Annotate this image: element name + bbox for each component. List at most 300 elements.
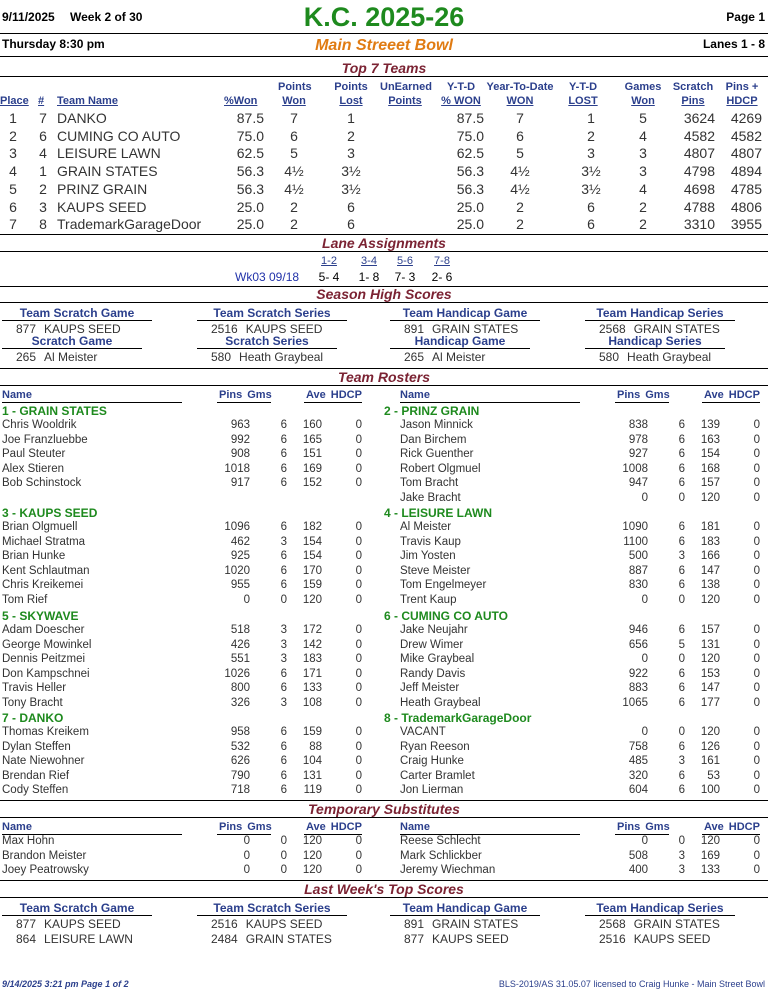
player-games: 6 [678,624,685,636]
player-average: 120 [700,835,720,847]
season-high-block [390,334,530,364]
last-week-block [585,901,735,946]
player-handicap: 0 [355,579,362,592]
player-name: Brian Hunke [2,550,66,563]
player-name: Paul Steuter [2,448,66,461]
col-scratch-1: Scratch [672,81,714,93]
player-name: Michael Stratma [2,535,86,548]
standing-ytdpct: 56.3 [456,180,484,197]
standing-ytdlost: 1 [587,110,595,126]
player-games: 6 [678,784,685,797]
player-pins: 978 [628,433,648,446]
player-games: 3 [280,697,287,709]
player-name: Brandon Meister [2,849,87,862]
player-average: 166 [700,550,720,563]
last-week-block [390,901,540,946]
season-high-name: GRAIN STATES [633,322,720,336]
player-games: 6 [678,682,685,695]
season-high-name: Al Meister [432,350,486,364]
player-pins: 551 [230,653,250,666]
player-games: 6 [678,667,685,680]
col-games-2: Won [631,95,655,107]
standing-team: GRAIN STATES [57,163,158,180]
team-roster-title: 5 - SKYWAVE [2,609,79,623]
player-games: 5 [678,638,685,651]
standing-num: 7 [39,110,47,126]
roster-col-hdcp-label: HDCP [728,389,760,401]
player-games: 6 [280,564,287,577]
player-pins: 1090 [622,521,648,533]
season-high-label: Handicap Series [585,334,725,349]
roster-col-pins-label: Pins [617,389,641,401]
player-average: 154 [302,550,322,563]
standing-games: 2 [639,216,647,233]
last-week-name: GRAIN STATES [245,932,332,946]
player-games: 3 [678,550,685,563]
standing-ytdlost: 6 [587,198,595,215]
player-handicap: 0 [355,638,362,651]
player-average: 120 [700,726,720,738]
player-games: 6 [678,535,685,548]
last-week-score: 891 [404,917,425,931]
player-handicap: 0 [753,521,760,533]
player-name: Mark Schlickber [400,849,482,862]
col-unearned-2: Points [388,95,422,107]
standing-place: 1 [9,110,17,126]
player-average: 183 [700,535,720,548]
player-pins: 604 [628,784,648,797]
footer-license: BLS-2019/AS 31.05.07 licensed to Craig Hunke - Main Street Bowl [498,979,765,989]
standing-place: 4 [9,163,17,180]
standing-pct: 56.3 [236,180,264,197]
player-games: 6 [280,477,287,490]
player-handicap: 0 [355,740,362,753]
standing-lost: 3½ [341,180,361,197]
player-games: 6 [280,550,287,563]
standing-lost: 2 [347,127,355,144]
player-pins: 0 [641,653,648,666]
player-average: 157 [700,477,720,490]
player-average: 138 [700,579,720,592]
player-pins: 518 [230,624,250,636]
season-high-name: KAUPS SEED [245,322,323,336]
season-high-score: 265 [16,350,37,364]
player-games: 6 [280,419,287,431]
standing-scratch: 4788 [683,198,715,215]
player-games: 6 [678,740,685,753]
player-name: Jake Neujahr [400,624,468,636]
col-ytdwon-2: WON [506,95,534,107]
player-average: 169 [302,462,322,475]
player-average: 142 [302,638,322,651]
standing-games: 4 [639,180,647,197]
standing-ytdpct: 75.0 [456,127,484,144]
player-games: 6 [280,755,287,768]
lane-matchup: 7- 3 [394,270,416,284]
player-pins: 992 [230,433,250,446]
player-name: Ryan Reeson [400,740,470,753]
last-week-label: Team Handicap Game [390,901,540,916]
player-handicap: 0 [355,835,362,847]
last-week-row [390,917,540,931]
player-average: 168 [700,462,720,475]
player-games: 6 [280,740,287,753]
player-pins: 1020 [224,564,250,577]
player-handicap: 0 [753,638,760,651]
player-average: 159 [302,579,322,592]
player-name: Adam Doescher [2,624,85,636]
season-high-value-row [197,350,337,364]
standing-ytdlost: 3 [587,145,595,162]
standing-hdcp: 4806 [730,198,762,215]
player-average: 154 [302,535,322,548]
player-pins: 927 [628,448,648,461]
player-pins: 508 [628,849,648,862]
team-roster-title: 1 - GRAIN STATES [2,404,107,418]
report-date: 9/11/2025 [2,10,55,24]
player-pins: 1096 [224,521,250,533]
standing-num: 1 [39,163,47,180]
player-pins: 462 [230,535,250,548]
player-handicap: 0 [355,564,362,577]
player-games: 6 [678,477,685,490]
player-name: Chris Kreikemei [2,579,84,592]
player-average: 160 [302,419,322,431]
standing-hdcp: 4785 [730,180,762,197]
last-week-name: KAUPS SEED [432,932,509,946]
standing-pct: 87.5 [236,110,264,126]
player-average: 154 [700,448,720,461]
last-week-name: GRAIN STATES [633,917,720,931]
player-average: 181 [700,521,720,533]
standing-ytdpct: 56.3 [456,163,484,180]
season-high-block [2,334,142,364]
roster-col-pins-label: Pins [617,821,641,833]
player-games: 0 [280,849,287,862]
standing-place: 7 [9,216,17,233]
standing-ytdpct: 62.5 [456,145,484,162]
player-average: 159 [302,726,322,738]
col-hdcp-2: HDCP [726,95,758,107]
player-games: 6 [678,697,685,709]
standing-games: 3 [639,163,647,180]
last-week-title: Last Week's Top Scores [304,881,464,897]
player-games: 0 [280,864,287,877]
season-high-label: Scratch Game [2,334,142,349]
player-name: Jim Yosten [400,550,456,563]
season-high-label: Team Scratch Game [2,306,152,321]
player-handicap: 0 [753,697,760,709]
player-pins: 917 [230,477,250,490]
col-num: # [38,95,45,107]
season-high-value-row [585,350,725,364]
player-handicap: 0 [753,550,760,563]
player-average: 120 [302,594,322,606]
player-games: 6 [678,769,685,782]
player-pins: 947 [628,477,648,490]
roster-col-ave-label: Ave [306,389,326,401]
standing-won: 7 [290,110,298,126]
col-ptslost-1: Points [334,81,368,93]
player-average: 147 [700,682,720,695]
standing-pct: 75.0 [236,127,264,144]
player-average: 151 [302,448,322,461]
player-games: 3 [678,849,685,862]
top-teams-title: Top 7 Teams [341,60,427,76]
roster-col-pins [217,821,271,835]
player-average: 139 [700,419,720,431]
col-pctwon: %Won [224,95,258,107]
player-average: 104 [302,755,322,768]
standing-ytdpct: 87.5 [456,110,484,126]
season-high-label: Handicap Game [390,334,530,349]
roster-col-pins-label: Pins [219,821,243,833]
player-pins: 838 [628,419,648,431]
lane-matchup: 2- 6 [431,270,453,284]
team-roster-title: 2 - PRINZ GRAIN [384,404,480,418]
player-pins: 883 [628,682,648,695]
col-hdcp-1: Pins + [725,81,759,93]
player-pins: 0 [243,849,250,862]
player-average: 119 [303,784,322,797]
player-games: 6 [280,667,287,680]
player-pins: 0 [641,726,648,738]
last-week-row [390,932,540,946]
player-name: Al Meister [400,521,452,533]
season-rule [0,302,768,303]
col-unearned-1: UnEarned [380,81,432,93]
standing-lost: 6 [347,216,355,233]
roster-col-avehdcp [304,389,362,403]
last-week-name: KAUPS SEED [633,932,711,946]
player-handicap: 0 [355,433,362,446]
standing-won: 2 [290,198,298,215]
player-games: 3 [678,755,685,768]
standing-ytdwon: 6 [516,127,524,144]
player-pins: 0 [243,864,250,877]
player-name: Max Hohn [2,835,55,847]
player-handicap: 0 [753,579,760,592]
player-name: Drew Wimer [400,638,464,651]
player-pins: 656 [628,638,648,651]
player-handicap: 0 [753,492,760,504]
player-pins: 0 [641,492,648,504]
last-week-name: KAUPS SEED [245,917,323,931]
player-pins: 830 [628,579,648,592]
roster-col-hdcp-label: HDCP [330,821,362,833]
player-name: Jeremy Wiechman [400,864,496,877]
standing-won: 4½ [284,180,304,197]
season-high-score: 580 [599,350,620,364]
player-games: 6 [280,726,287,738]
player-handicap: 0 [355,864,362,877]
roster-col-ave-label: Ave [306,821,326,833]
player-average: 183 [302,653,322,666]
player-pins: 1100 [623,535,648,548]
player-games: 6 [678,462,685,475]
col-games-1: Games [624,81,662,93]
player-pins: 790 [230,769,250,782]
player-average: 120 [302,849,322,862]
player-games: 6 [280,784,287,797]
standing-scratch: 3624 [683,110,715,126]
player-handicap: 0 [753,849,760,862]
player-games: 0 [678,594,685,606]
lane-matchup: 5- 4 [318,270,340,284]
season-high-score: 877 [16,322,37,336]
bowling-center: Main Streeet Bowl [315,37,453,54]
standing-won: 2 [290,216,298,233]
lanes-title: Lane Assignments [322,235,446,251]
standing-games: 3 [639,145,647,162]
lane-pair: 3-4 [361,255,377,267]
player-games: 0 [678,653,685,666]
player-average: 152 [302,477,322,490]
player-pins: 0 [243,594,250,606]
player-handicap: 0 [355,419,362,431]
player-handicap: 0 [355,521,362,533]
standing-hdcp: 4269 [730,110,762,126]
season-high-value-row [2,350,142,364]
standing-num: 8 [39,216,47,233]
standing-games: 5 [639,110,647,126]
col-place: Place [0,95,29,107]
player-handicap: 0 [355,550,362,563]
player-name: Dan Birchem [400,433,467,446]
standing-team: DANKO [57,110,107,126]
footer-timestamp: 9/14/2025 3:21 pm Page 1 of 2 [2,979,129,989]
standing-lost: 3 [347,145,355,162]
player-games: 6 [280,682,287,695]
player-games: 6 [280,462,287,475]
standing-num: 3 [39,198,47,215]
standing-ytdlost: 3½ [581,180,601,197]
standing-ytdwon: 5 [516,145,524,162]
player-name: Bob Schinstock [2,477,82,490]
player-pins: 946 [628,624,648,636]
standing-ytdpct: 25.0 [456,216,484,233]
player-handicap: 0 [355,682,362,695]
player-name: Dennis Peitzmei [2,653,86,666]
player-handicap: 0 [355,653,362,666]
roster-rule [0,385,768,386]
season-high-score: 580 [211,350,232,364]
standing-pct: 25.0 [236,216,264,233]
standing-scratch: 4698 [683,180,715,197]
player-average: 131 [700,638,720,651]
standing-place: 3 [9,145,17,162]
lane-pair: 1-2 [321,255,337,267]
header-rule [0,33,768,34]
player-average: 165 [302,433,322,446]
standing-num: 4 [39,145,47,162]
player-average: 133 [302,682,322,695]
player-handicap: 0 [355,535,362,548]
player-handicap: 0 [753,462,760,475]
player-average: 157 [700,624,720,636]
player-pins: 1065 [622,697,648,709]
player-handicap: 0 [355,448,362,461]
player-name: Brian Olgmuell [2,521,78,533]
player-average: 177 [700,697,720,709]
standing-num: 2 [39,180,47,197]
roster-col-hdcp-label: HDCP [330,389,362,401]
col-team: Team Name [57,95,118,107]
season-high-score: 891 [404,322,425,336]
last-week-score: 2484 [211,932,238,946]
last-week-name: GRAIN STATES [432,917,519,931]
standing-team: PRINZ GRAIN [57,180,148,197]
player-pins: 963 [230,419,250,431]
lastweek-rule [0,897,768,898]
player-handicap: 0 [753,755,760,768]
player-average: 53 [707,769,720,782]
player-pins: 1026 [224,667,250,680]
standing-ytdwon: 2 [516,198,524,215]
player-name: Carter Bramlet [400,769,475,782]
player-average: 147 [700,564,720,577]
last-week-name: KAUPS SEED [44,917,121,931]
player-pins: 0 [641,835,648,847]
standing-pct: 62.5 [236,145,264,162]
player-pins: 958 [230,726,250,738]
player-pins: 626 [230,755,250,768]
player-handicap: 0 [753,653,760,666]
last-week-row [585,917,735,931]
standing-scratch: 3310 [683,216,715,233]
season-high-value-row [390,350,530,364]
player-handicap: 0 [355,697,362,709]
player-average: 108 [302,697,322,709]
player-games: 6 [280,769,287,782]
player-average: 169 [700,849,720,862]
season-high-label: Team Handicap Game [390,306,540,321]
last-week-block [2,901,152,946]
standing-lost: 6 [347,198,355,215]
roster-col-name: Name [2,821,182,835]
player-handicap: 0 [355,462,362,475]
standing-pct: 25.0 [236,198,264,215]
player-average: 120 [302,835,322,847]
standing-num: 6 [39,127,47,144]
standing-ytdwon: 4½ [510,163,530,180]
player-handicap: 0 [753,726,760,738]
player-name: Joey Peatrowsky [2,864,89,877]
player-pins: 400 [628,864,648,877]
player-handicap: 0 [355,594,362,606]
player-name: Thomas Kreikem [2,726,89,738]
player-handicap: 0 [753,477,760,490]
col-ytdlost-2: LOST [568,95,598,107]
rosters-title: Team Rosters [337,369,431,385]
last-week-score: 877 [404,932,425,946]
roster-col-avehdcp [304,821,362,835]
player-games: 6 [678,521,685,533]
player-handicap: 0 [753,667,760,680]
roster-col-ave-label: Ave [704,389,724,401]
standing-games: 2 [639,198,647,215]
player-name: Jeff Meister [400,682,460,695]
player-pins: 485 [628,755,648,768]
roster-col-gms-label: Gms [645,389,670,401]
player-pins: 800 [230,682,250,695]
roster-col-name: Name [400,389,580,403]
player-pins: 887 [628,564,648,577]
standing-ytdwon: 2 [516,216,524,233]
season-high-score: 265 [404,350,425,364]
season-high-block [585,334,725,364]
player-games: 6 [678,433,685,446]
